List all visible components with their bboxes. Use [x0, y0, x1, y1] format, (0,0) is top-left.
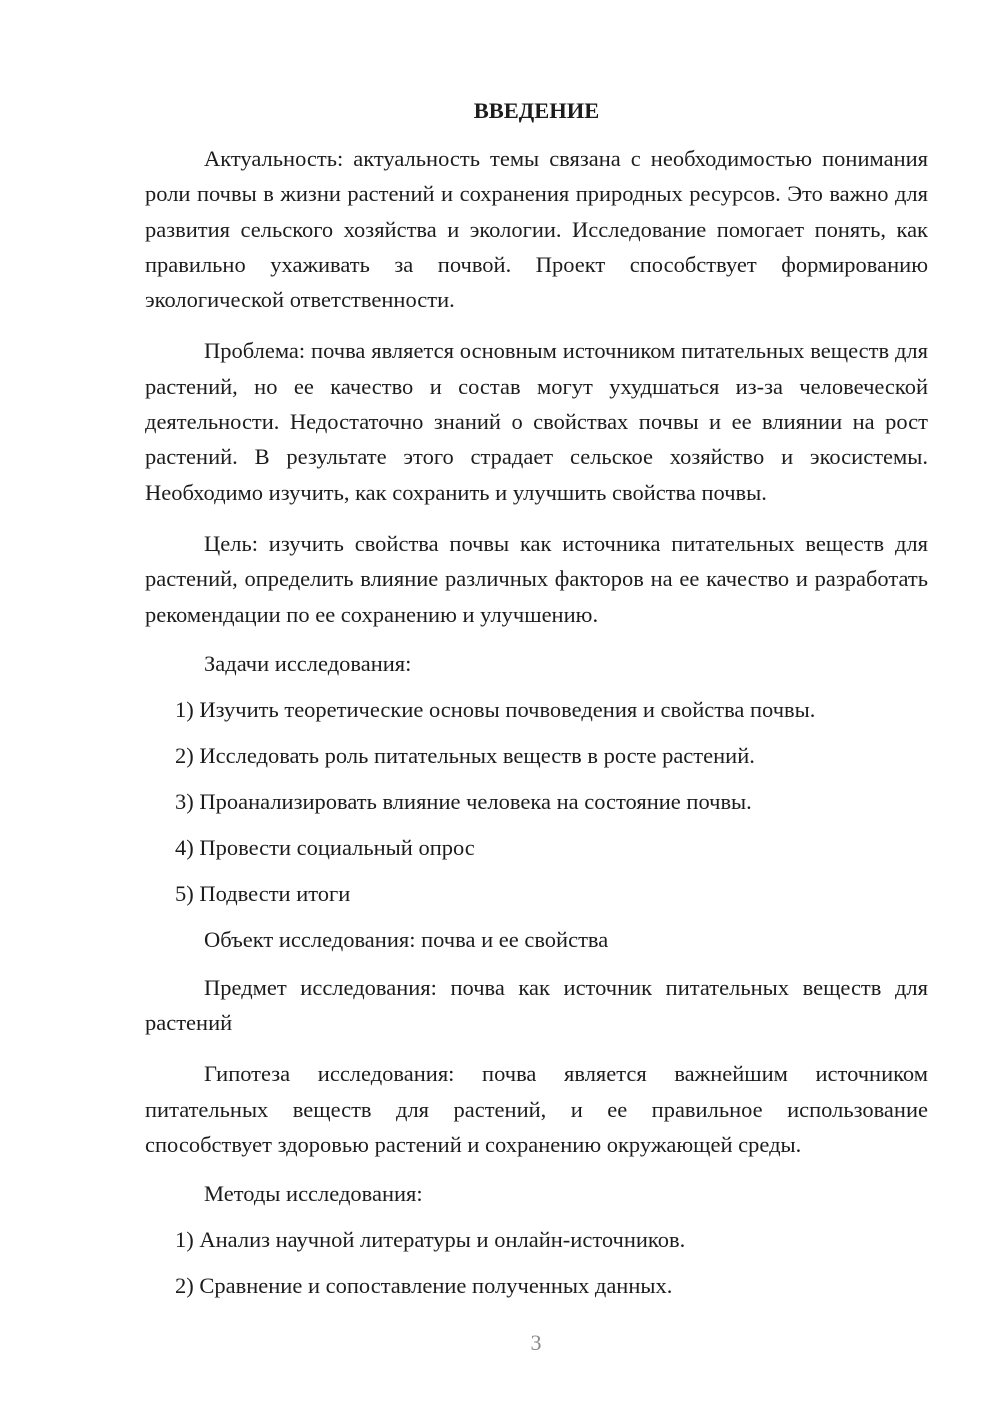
page-content	[145, 95, 928, 1316]
list-item: 2) Сравнение и сопоставление полученных данных.	[175, 1273, 673, 1299]
page-number: 3	[530, 1330, 542, 1355]
problem-paragraph: Проблема: почва является основным источником питательных веществ для растений, но ее качество и состав могут ухудшаться из-за человеческой деятельности. Недостаточно знаний о свойствах почвы и ее влиянии на рост растений. В результате этого страдает сельское хозяйство и экосистемы. Необходимо изучить, как сохранить и улучшить свойства почвы.	[145, 338, 928, 505]
methods-list	[145, 1224, 928, 1302]
list-item: 1) Изучить теоретические основы почвоведения и свойства почвы.	[175, 696, 816, 722]
relevance-paragraph: Актуальность: актуальность темы связана с необходимостью понимания роли почвы в жизни растений и сохранения природных ресурсов. Это важно для развития сельского хозяйства и экологии. Исследование помогает понять, как правильно ухаживать за почвой. Проект способствует формированию экологической ответственности.	[145, 146, 928, 313]
object-line: Объект исследования: почва и ее свойства	[204, 926, 609, 952]
section-title: ВВЕДЕНИЕ	[473, 98, 600, 123]
list-item: 3) Проанализировать влияние человека на состояние почвы.	[175, 788, 752, 814]
list-item: 1) Анализ научной литературы и онлайн-источников.	[175, 1227, 686, 1253]
list-item: 4) Провести социальный опрос	[175, 834, 475, 860]
goal-paragraph: Цель: изучить свойства почвы как источника питательных веществ для растений, определить влияние различных факторов на ее качество и разработать рекомендации по ее сохранению и улучшению.	[145, 530, 928, 627]
hypothesis-paragraph: Гипотеза исследования: почва является важнейшим источником питательных веществ для растений, и ее правильное использование способствует здоровью растений и сохранению окружающей среды.	[145, 1061, 928, 1158]
tasks-list	[145, 694, 928, 910]
tasks-heading: Задачи исследования:	[204, 650, 412, 676]
methods-heading: Методы исследования:	[204, 1181, 423, 1207]
list-item: 2) Исследовать роль питательных веществ в росте растений.	[175, 742, 755, 768]
list-item: 5) Подвести итоги	[175, 880, 351, 906]
subject-paragraph: Предмет исследования: почва как источник питательных веществ для растений	[145, 974, 928, 1036]
